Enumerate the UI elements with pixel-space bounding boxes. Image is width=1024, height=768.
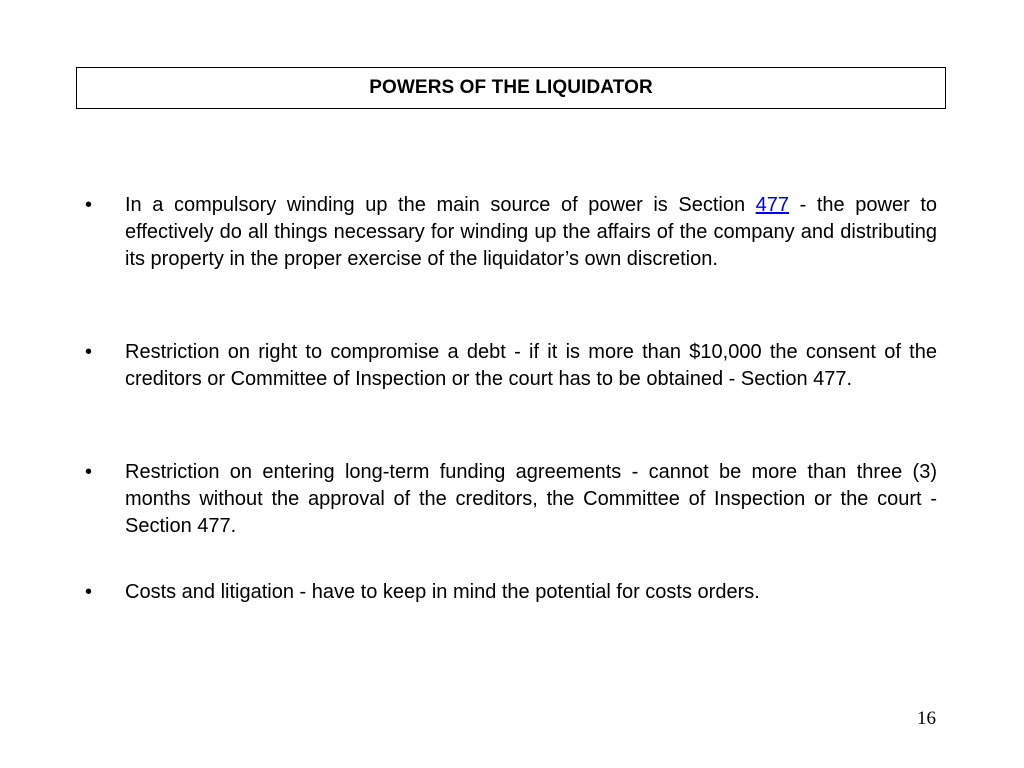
bullet-text [125, 192, 937, 273]
bullet-text: Restriction on right to compromise a debt - if it is more than $10,000 the consent of the creditors or Committee of Inspection or the court has to be obtained - Section 477. [125, 341, 937, 390]
bullet-text: Restriction on entering long-term funding agreements - cannot be more than three (3) months without the approval of the creditors, the Committee of Inspection or the court - Section 477. [125, 461, 937, 537]
bullet-text-after-link: - the power to effectively do all things necessary for winding up the affairs of the company and distributing its property in the proper exercise of the liquidator’s own discretion. [125, 194, 937, 270]
bullet-mark: • [85, 461, 93, 483]
slide-title: POWERS OF THE LIQUIDATOR [369, 77, 653, 98]
bullet-item-2 [85, 339, 937, 393]
section-477-link[interactable]: 477 [755, 194, 790, 216]
bullet-mark: • [85, 341, 93, 363]
bullet-text: Costs and litigation - have to keep in mind the potential for costs orders. [125, 581, 760, 603]
bullet-mark: • [85, 194, 93, 216]
page-number: 16 [917, 708, 936, 729]
bullet-text-before-link: In a compulsory winding up the main source of power is Section [125, 194, 756, 216]
bullet-item-3 [85, 459, 937, 540]
bullet-mark: • [85, 581, 93, 603]
bullet-item-1 [85, 192, 937, 273]
bullet-item-4 [85, 579, 937, 606]
